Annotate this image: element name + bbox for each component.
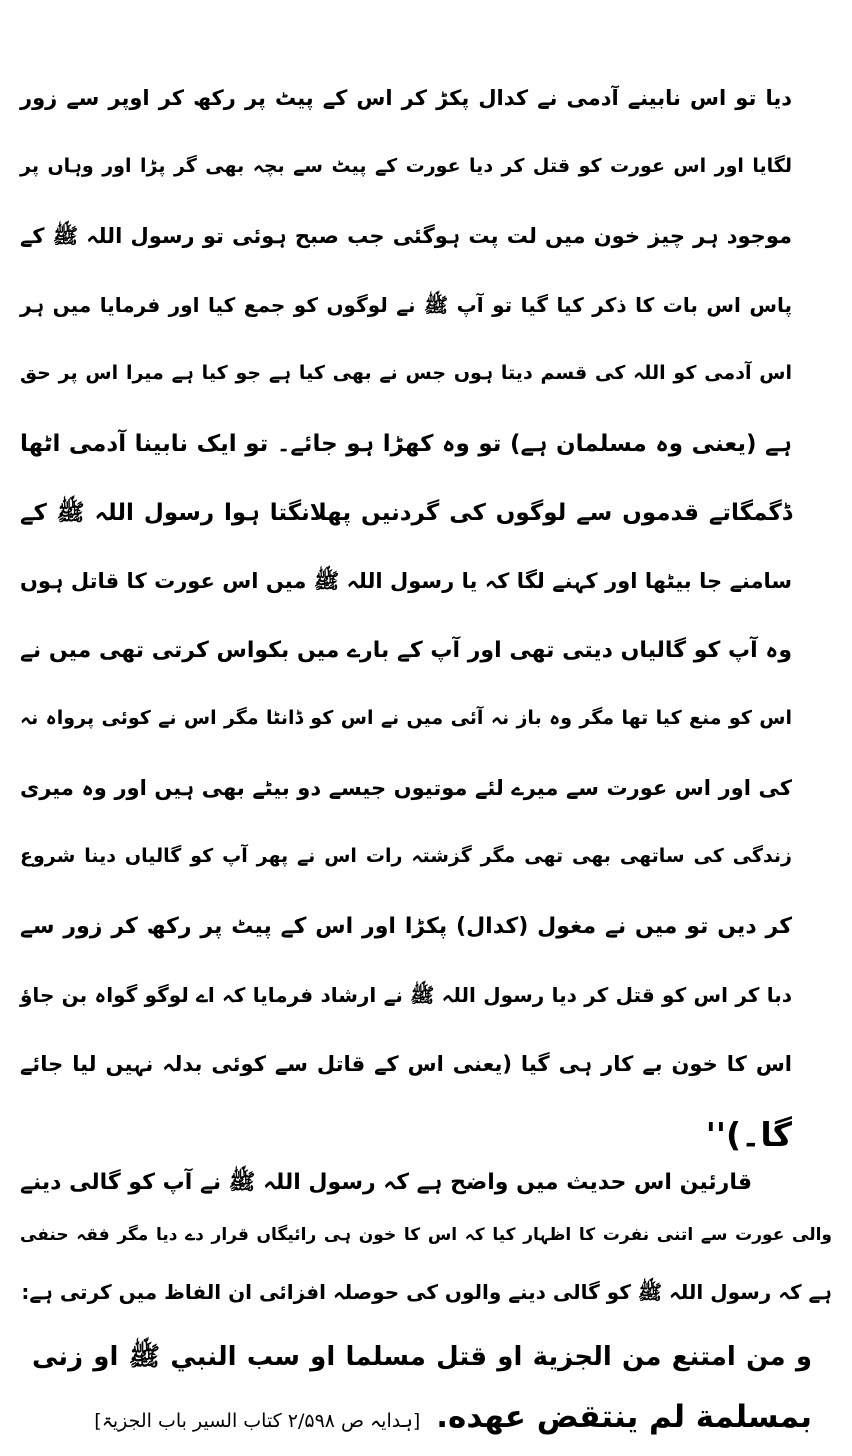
quote-line: زندگی کی ساتھی بھی تھی مگر گزشتہ رات اس نے پھر آپ کو گالیاں دینا شروع (20, 845, 792, 867)
quote-line: ہے (یعنی وہ مسلمان ہے) تو وہ کھڑا ہو جائے۔ تو ایک نابینا آدمی اٹھا (20, 431, 792, 457)
quote-line: ڈگمگاتے قدموں سے لوگوں کی گردنیں پھلانگتا ہوا رسول اللہ ﷺ کے (20, 500, 792, 526)
arabic-line: و من امتنع من الجزية او قتل مسلما او سب النبي ﷺ او زنى (32, 1342, 812, 1372)
quote-line: گا۔)'' (705, 1115, 792, 1154)
quote-line: کر دیں تو میں نے مغول (کدال) پکڑا اور اس کے پیٹ پر رکھ کر زور سے (20, 914, 792, 939)
quote-line: پاس اس بات کا ذکر کیا گیا تو آپ ﷺ نے لوگوں کو جمع کیا اور فرمایا میں ہر (20, 293, 792, 317)
body-line: قارئین اس حدیث میں واضح ہے کہ رسول اللہ ﷺ نے آپ کو گالی دینے (20, 1170, 752, 1195)
quote-line: وہ آپ کو گالیاں دیتی تھی اور آپ کے بارے میں بکواس کرتی تھی میں نے (20, 638, 792, 663)
arabic-line-with-reference (32, 1399, 812, 1435)
arabic-line: بمسلمة لم ينتقض عهده. (436, 1399, 812, 1435)
quote-line: دبا کر اس کو قتل کر دیا رسول اللہ ﷺ نے ارشاد فرمایا کہ اے لوگو گواہ بن جاؤ (20, 983, 792, 1007)
quote-line: اس کا خون بے کار ہی گیا (یعنی اس کے قاتل سے کوئی بدلہ نہیں لیا جائے (20, 1052, 792, 1076)
quote-line: اس آدمی کو اللہ کی قسم دیتا ہوں جس نے بھی کیا ہے جو کیا ہے میرا اس پر حق (20, 362, 792, 384)
quote-line: موجود ہر چیز خون میں لت پت ہوگئی جب صبح ہوئی تو رسول اللہ ﷺ کے (20, 224, 792, 248)
quote-line: کی اور اس عورت سے میرے لئے موتیوں جیسے دو بیٹے بھی ہیں اور وہ میری (20, 776, 792, 800)
quote-line: دیا تو اس نابینے آدمی نے کدال پکڑ کر اس کے پیٹ پر رکھ کر اوپر سے زور (20, 86, 792, 110)
body-line: والی عورت سے اتنی نفرت کا اظہار کیا کہ اس کا خون ہی رائیگاں قرار دے دیا مگر فقہ حنفی (20, 1225, 832, 1245)
body-line: ہے کہ رسول اللہ ﷺ کو گالی دینے والوں کی حوصلہ افزائی ان الفاظ میں کرتی ہے: (21, 1280, 832, 1304)
quote-line: لگایا اور اس عورت کو قتل کر دیا عورت کے پیٹ سے بچہ بھی گر پڑا اور وہاں پر (20, 155, 792, 177)
quote-line: اس کو منع کیا تھا مگر وہ باز نہ آئی میں نے اس کو ڈانٹا مگر اس نے کوئی پرواہ نہ (20, 707, 792, 729)
reference-citation: [ہدایہ ص ۲/۵۹۸ کتاب السیر باب الجزیۃ] (94, 1410, 421, 1432)
quote-line: سامنے جا بیٹھا اور کہنے لگا کہ یا رسول اللہ ﷺ میں اس عورت کا قاتل ہوں (20, 569, 792, 593)
